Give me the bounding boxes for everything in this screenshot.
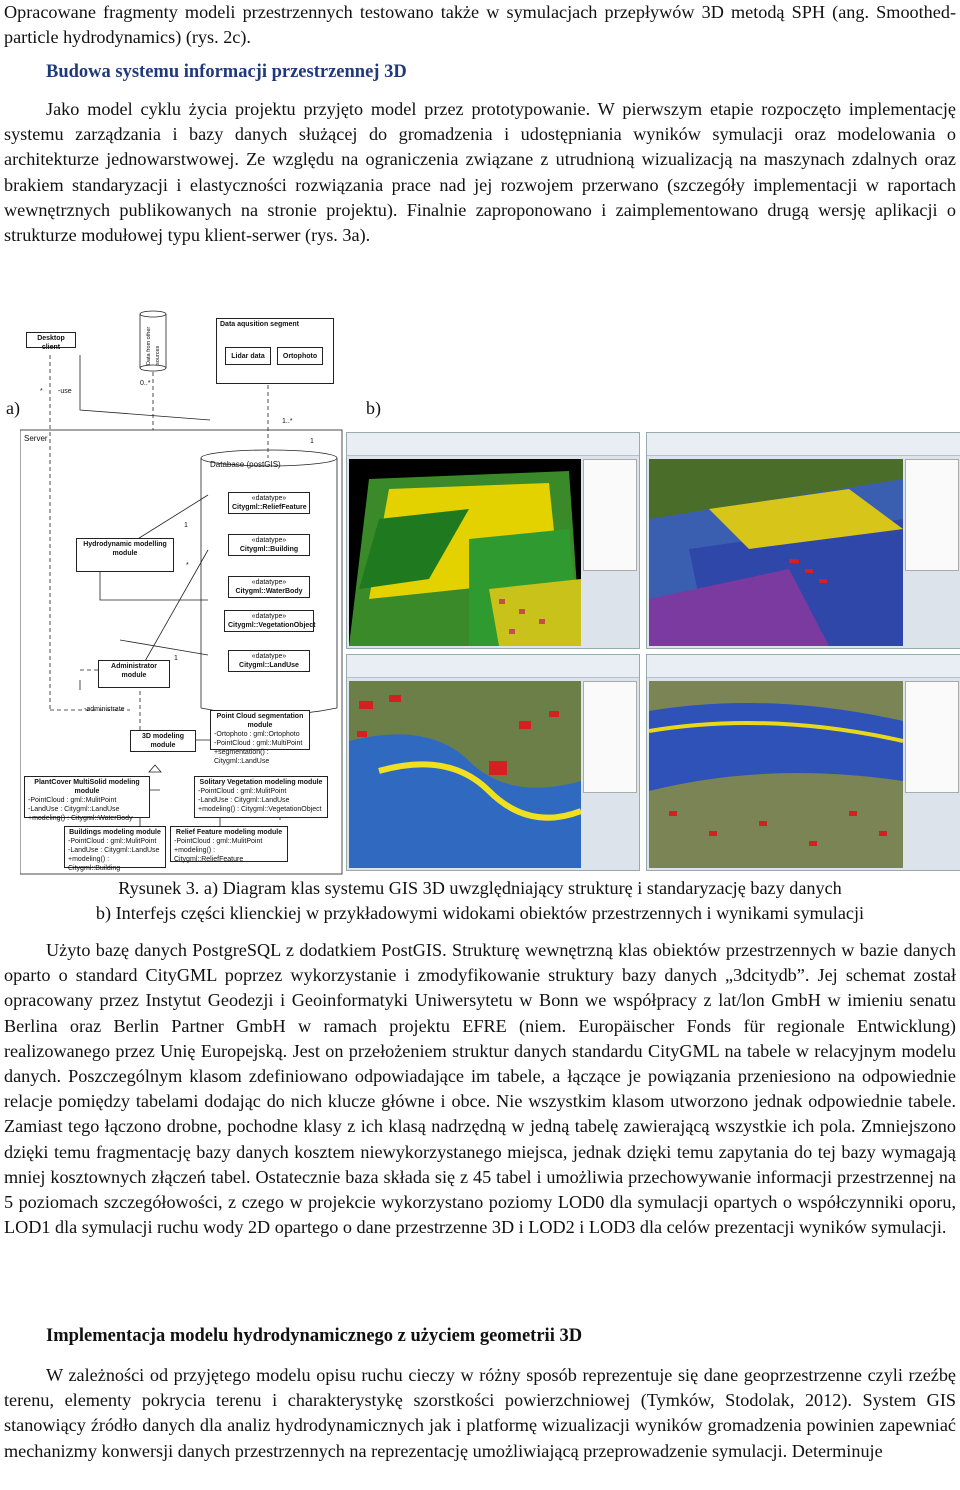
- datatype-landuse: «datatype» Citygml::LandUse: [228, 650, 310, 672]
- ribbon-toolbar: [347, 655, 639, 678]
- modeling-3d-box: 3D modeling module: [130, 730, 196, 752]
- flood2-viewport: [649, 681, 903, 868]
- plantcover-module-box: PlantCover MultiSolid modeling module -PointCloud : gml::MulitPoint -LandUse : Citygml::LandUse +modeling() : Citygml::WaterBody: [24, 776, 150, 818]
- solitary-vegetation-box: Solitary Vegetation modeling module -PointCloud : gml::MulitPoint -LandUse : Citygml::LandUse +modeling() : Citygml::VegetationObject: [194, 776, 328, 818]
- layers-panel: [905, 681, 959, 793]
- multiplicity-star: *: [40, 388, 43, 395]
- flood-viewport: [649, 459, 903, 646]
- multiplicity-one-admin: 1: [174, 655, 178, 662]
- administrator-module-box: Administrator module: [98, 660, 170, 688]
- gis-view-terrain: [346, 432, 640, 649]
- paragraph-sph: Opracowane fragmenty modeli przestrzennych testowano także w symulacjach przepływów 3D metodą SPH (ang. Smoothed-particle hydrodynamics) (rys. 2c).: [4, 2, 956, 48]
- flood-image: [649, 459, 903, 646]
- lidar-data-box: Lidar data: [225, 347, 271, 365]
- paragraph-postgresql: Użyto bazę danych PostgreSQL z dodatkiem PostGIS. Strukturę wewnętrzną klas obiektów przestrzennych w bazie danych oparto o standard CityGML poprzez wykorzystanie i zmodyfikowanie struktury bazy danych „3dcitydb”. Jej schemat został opracowany przez Instytut Geodezji i Geoinformatyki Uniwersytetu w Bonn we współpracy z lat/lon GmbH w imieniu senatu Berlina oraz Berlin Partner GmbH w ramach projektu EFRE (niem. Europäischer Fonds für regionale Entwicklung) realizowanego przez Unię Europejską. Jest on przełożeniem struktur danych standardu CityGML na tabele w relacyjnym modelu danych. Poszczególnym klasom zdefiniowano odpowiadające im tabele, a łączące je powiązania przeniesiono na odpowiednie relacje pomiędzy tabelami dodając do nich klucze główne i obce. Nie wszystkim klasom utworzono jednak odpowiednie tabele. Zamiast tego łączono drobne, pochodne klasy z ich klasą nadrzędną w jedną tabelę zawierającą wszystkie ich pola. Zmniejszono dzięki temu fragmentację bazy danych kosztem niewykorzystanego miejsca, jednak dzięki temu zapytania do tej bazy wymagają mniej kosztownych złączeń tabel. Ostatecznie baza składa się z 45 tabel i umożliwia przechowywanie informacji przestrzennej na 5 poziomach szczegółowości, z czego w projekcie wykorzystano poziomy LOD0 dla symulacji opartych o współczynniki oporu, LOD1 dla symulacji ruchu wody 2D opartego o dane przestrzenne 3D i LOD2 i LOD3 dla celów prezentacji wyników symulacji.: [4, 940, 956, 1238]
- multiplicity-one: 1: [310, 438, 314, 445]
- gis-view-flood-2: [646, 654, 960, 871]
- relief-feature-module-box: Relief Feature modeling module -PointCloud : gml::MulitPoint +modeling() : Citygml::ReliefFeature: [170, 826, 288, 862]
- datatype-building: «datatype» Citygml::Building: [228, 534, 310, 556]
- ribbon-toolbar: [647, 655, 960, 678]
- section-heading-hydro: Implementacja modelu hydrodynamicznego z użyciem geometrii 3D: [46, 1326, 583, 1346]
- database-label: Database (postGIS): [210, 460, 281, 469]
- buildings-image: [349, 681, 581, 868]
- terrain-viewport: [349, 459, 581, 646]
- figure-caption-line2: b) Interfejs części klienckiej w przykładowymi widokami obiektów przestrzennych i wynikami symulacji: [95, 903, 865, 923]
- pointcloud-segmentation-box: Point Cloud segmentation module -Ortophoto : gml::Ortophoto -PointCloud : gml::MultiPoint +segmentation() : Citygml::LandUse: [210, 710, 310, 750]
- figure-caption-line1: Rysunek 3. a) Diagram klas systemu GIS 3D uwzględniający strukturę i standaryzację bazy danych: [118, 878, 842, 898]
- datatype-relief: «datatype» Citygml::ReliefFeature: [228, 492, 310, 514]
- layers-panel: [583, 681, 637, 793]
- gis-view-flood-1: [646, 432, 960, 649]
- buildings-module-box: Buildings modeling module -PointCloud : gml::MulitPoint -LandUse : Citygml::LandUse +modeling() : Citygml::Building: [64, 826, 166, 868]
- paragraph-fluid-model: W zależności od przyjętego modelu opisu ruchu cieczy w różny sposób reprezentuje się dane geoprzestrzenne czyli rzeźbę terenu, elementy pokrycia terenu i charakterystykę szorstkości powierzchniowej (Tymków, Stodolak, 2012). System GIS stanowiący źródło danych dla analiz hydrodynamicznych jak i platformę wizualizacji wyników gromadzenia powinien zapewniać mechanizmy konwersji danych przestrzennych na reprezentację umożliwiającą przeprowadzenie symulacji. Determinuje: [4, 1365, 956, 1461]
- acquisition-segment-box: Data aqusition segment Lidar data Ortophoto: [216, 318, 334, 384]
- hydrodynamic-module-box: Hydrodynamic modelling module: [76, 538, 174, 572]
- data-sources-label: Data from other sources: [146, 326, 161, 365]
- datatype-vegetation: «datatype» Citygml::VegetationObject: [224, 610, 314, 632]
- figure-label-a: a): [6, 398, 20, 418]
- uml-class-diagram: [20, 310, 345, 875]
- section-heading-gis: Budowa systemu informacji przestrzennej 3D: [46, 62, 407, 82]
- administrate-label: -administrate: [84, 706, 125, 713]
- terrain-image: [349, 459, 581, 646]
- desktop-client-box: Desktop client: [26, 332, 76, 348]
- datatype-waterbody: «datatype» Citygml::WaterBody: [228, 576, 310, 598]
- ortophoto-box: Ortophoto: [277, 347, 323, 365]
- figure-label-b: b): [366, 398, 381, 418]
- multiplicity-one-many: 1..*: [282, 418, 293, 425]
- buildings-viewport: [349, 681, 581, 868]
- multiplicity-star-hydro: *: [186, 562, 189, 569]
- flood2-image: [649, 681, 903, 868]
- multiplicity-use: -use: [58, 388, 72, 395]
- layers-panel: [583, 459, 637, 571]
- multiplicity-one-hydro: 1: [184, 522, 188, 529]
- paragraph-prototyping: Jako model cyklu życia projektu przyjęto model przez prototypowanie. W pierwszym etapie rozpoczęto implementację systemu zarządzania i bazy danych służącej do gromadzenia i udostępniania wyników symulacji oraz modelowania o architekturze jednowarstwowej. Ze względu na ograniczenia związane z utrudnioną wizualizacją na maszynach zdalnych oraz brakiem standaryzacji i elastyczności rozwiązania prace nad jej rozwojem przerwano (szczegóły implementacji w raportach wewnętrznych publikowanych na stronie projektu). Finalnie zaproponowano i zaimplementowano drugą wersję aplikacji o strukturze modułowej typu klient-serwer (rys. 3a).: [4, 99, 956, 246]
- multiplicity-zero-many: 0..*: [140, 380, 151, 387]
- layers-panel: [905, 459, 959, 571]
- gis-view-buildings: [346, 654, 640, 871]
- ribbon-toolbar: [347, 433, 639, 456]
- ribbon-toolbar: [647, 433, 960, 456]
- server-label: Server: [24, 434, 48, 443]
